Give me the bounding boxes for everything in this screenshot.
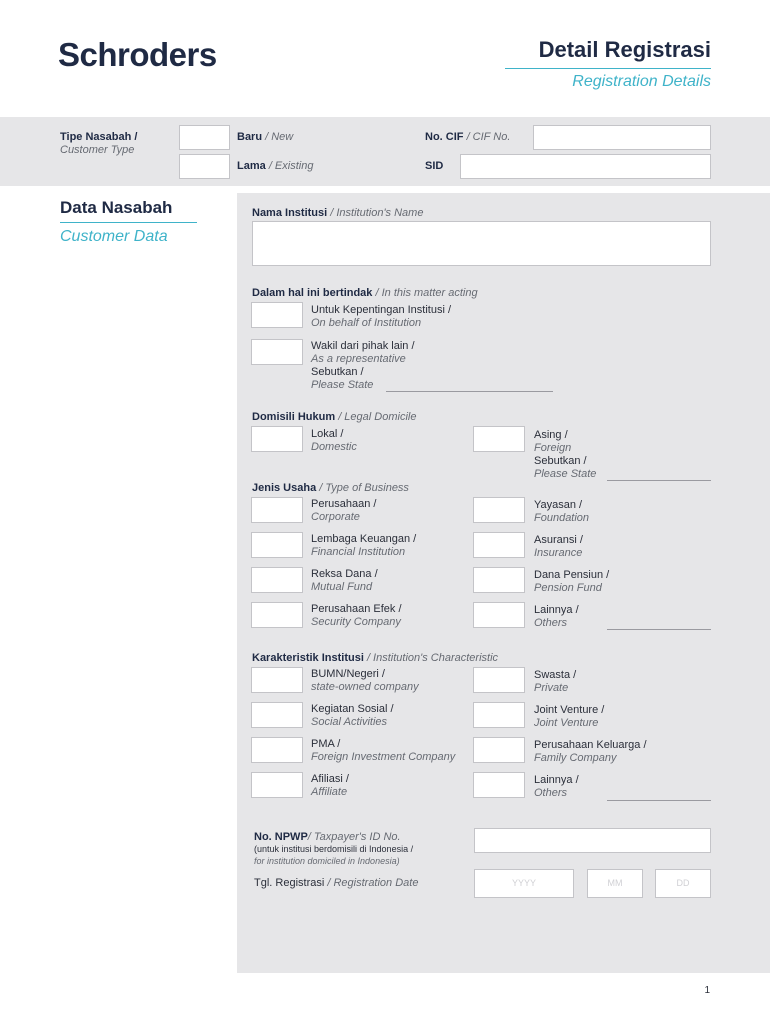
domicile-local-checkbox[interactable] bbox=[251, 426, 303, 452]
title-divider bbox=[505, 68, 711, 69]
business-type-label: Jenis Usaha / Type of Business bbox=[252, 482, 409, 494]
business-mutual-fund-label: Reksa Dana / Mutual Fund bbox=[311, 568, 378, 593]
char-state-owned-label: BUMN/Negeri / state-owned company bbox=[311, 668, 419, 693]
sid-label: SID bbox=[425, 160, 444, 172]
date-month-input[interactable]: MM bbox=[587, 869, 643, 898]
acting-representative-label: Wakil dari pihak lain / As a representative Sebutkan / Please State bbox=[311, 340, 415, 391]
business-pension-label: Dana Pensiun / Pension Fund bbox=[534, 569, 610, 594]
characteristic-label: Karakteristik Institusi / Institution's Characteristic bbox=[252, 652, 499, 664]
char-family-label: Perusahaan Keluarga / Family Company bbox=[534, 739, 647, 764]
business-financial-label: Lembaga Keuangan / Financial Institution bbox=[311, 533, 417, 558]
domicile-foreign-label: Asing / Foreign Sebutkan / Please State bbox=[534, 429, 597, 480]
business-financial-checkbox[interactable] bbox=[251, 532, 303, 558]
domicile-local-label: Lokal / Domestic bbox=[311, 428, 357, 453]
existing-customer-label: Lama / Existing bbox=[237, 160, 314, 172]
char-others-checkbox[interactable] bbox=[473, 772, 525, 798]
business-foundation-label: Yayasan / Foundation bbox=[534, 499, 590, 524]
acting-institution-checkbox[interactable] bbox=[251, 302, 303, 328]
page-title: Detail Registrasi bbox=[538, 37, 711, 62]
char-social-checkbox[interactable] bbox=[251, 702, 303, 728]
section-title-en: Customer Data bbox=[60, 228, 168, 245]
schroders-logo: Schroders bbox=[58, 36, 217, 73]
char-social-label: Kegiatan Sosial / Social Activities bbox=[311, 703, 394, 728]
domicile-specify-line[interactable] bbox=[607, 480, 711, 481]
char-pma-label: PMA / Foreign Investment Company bbox=[311, 738, 456, 763]
registration-date-label: Tgl. Registrasi / Registration Date bbox=[254, 877, 419, 889]
existing-customer-checkbox[interactable] bbox=[179, 154, 230, 179]
business-others-line[interactable] bbox=[607, 629, 711, 630]
char-pma-checkbox[interactable] bbox=[251, 737, 303, 763]
business-corporate-label: Perusahaan / Corporate bbox=[311, 498, 377, 523]
business-security-checkbox[interactable] bbox=[251, 602, 303, 628]
npwp-input[interactable] bbox=[474, 828, 711, 853]
business-mutual-fund-checkbox[interactable] bbox=[251, 567, 303, 593]
domicile-foreign-checkbox[interactable] bbox=[473, 426, 525, 452]
business-insurance-label: Asuransi / Insurance bbox=[534, 534, 583, 559]
char-private-label: Swasta / Private bbox=[534, 669, 577, 694]
char-affiliate-label: Afiliasi / Affiliate bbox=[311, 773, 349, 798]
business-security-label: Perusahaan Efek / Security Company bbox=[311, 603, 402, 628]
business-others-checkbox[interactable] bbox=[473, 602, 525, 628]
business-insurance-checkbox[interactable] bbox=[473, 532, 525, 558]
business-others-label: Lainnya / Others bbox=[534, 604, 579, 629]
new-customer-label: Baru / New bbox=[237, 131, 294, 143]
institution-name-label: Nama Institusi / Institution's Name bbox=[252, 207, 424, 219]
char-private-checkbox[interactable] bbox=[473, 667, 525, 693]
date-year-input[interactable]: YYYY bbox=[474, 869, 574, 898]
char-others-label: Lainnya / Others bbox=[534, 774, 579, 799]
page-number: 1 bbox=[704, 985, 710, 996]
business-corporate-checkbox[interactable] bbox=[251, 497, 303, 523]
char-others-line[interactable] bbox=[607, 800, 711, 801]
customer-type-label: Tipe Nasabah / Customer Type bbox=[60, 131, 138, 156]
business-foundation-checkbox[interactable] bbox=[473, 497, 525, 523]
date-day-input[interactable]: DD bbox=[655, 869, 711, 898]
acting-representative-checkbox[interactable] bbox=[251, 339, 303, 365]
cif-input[interactable] bbox=[533, 125, 711, 150]
npwp-label: No. NPWP/ Taxpayer's ID No. bbox=[254, 831, 401, 843]
char-state-owned-checkbox[interactable] bbox=[251, 667, 303, 693]
cif-label: No. CIF / CIF No. bbox=[425, 131, 511, 143]
char-family-checkbox[interactable] bbox=[473, 737, 525, 763]
new-customer-checkbox[interactable] bbox=[179, 125, 230, 150]
section-divider bbox=[60, 222, 197, 223]
section-title: Data Nasabah bbox=[60, 198, 173, 217]
char-joint-venture-checkbox[interactable] bbox=[473, 702, 525, 728]
char-joint-venture-label: Joint Venture / Joint Venture bbox=[534, 704, 605, 729]
sid-input[interactable] bbox=[460, 154, 711, 179]
npwp-note: (untuk institusi berdomisili di Indonesia / for institution domiciled in Indonesia) bbox=[254, 844, 414, 866]
acting-specify-line[interactable] bbox=[386, 391, 553, 392]
business-pension-checkbox[interactable] bbox=[473, 567, 525, 593]
char-affiliate-checkbox[interactable] bbox=[251, 772, 303, 798]
domicile-label: Domisili Hukum / Legal Domicile bbox=[252, 411, 417, 423]
page-title-en: Registration Details bbox=[572, 73, 711, 90]
institution-name-input[interactable] bbox=[252, 221, 711, 266]
acting-institution-label: Untuk Kepentingan Institusi / On behalf of Institution bbox=[311, 304, 452, 329]
acting-label: Dalam hal ini bertindak / In this matter acting bbox=[252, 287, 478, 299]
